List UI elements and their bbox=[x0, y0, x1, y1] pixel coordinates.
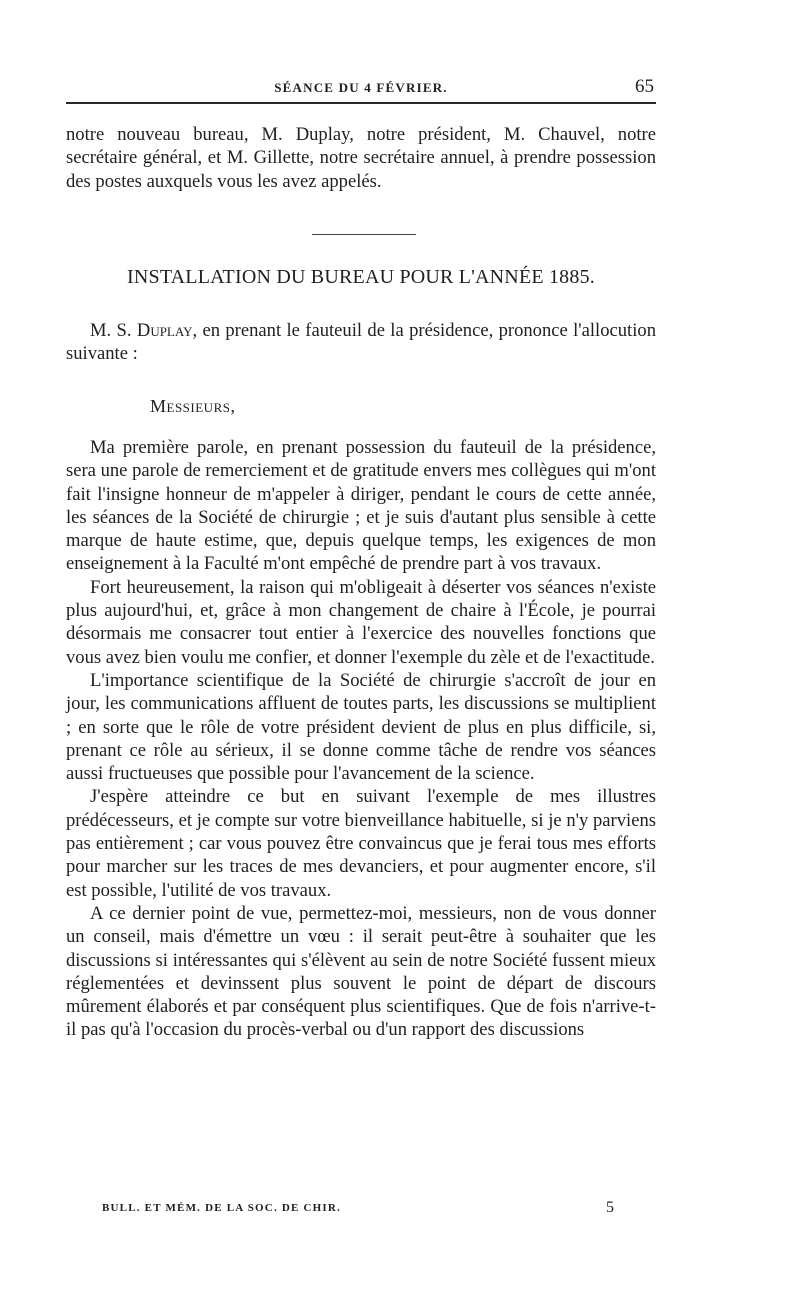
intro-paragraph bbox=[66, 123, 656, 193]
speech-paragraph: A ce dernier point de vue, permettez-moi, messieurs, non de vous donner un conseil, mais d'émettre un vœu : il serait peut-être à souhaiter que les discussions si intéressantes qui s'élèvent au sein de notre Société fussent mieux réglementées et devinssent plus souvent le point de départ de discours mûrement élaborés et par conséquent plus scientifiques. Que de fois n'arrive-t-il pas qu'à l'occasion du procès-verbal ou d'un rapport des discussions bbox=[66, 902, 656, 1041]
speech-body bbox=[66, 436, 656, 1042]
page-footer bbox=[102, 1199, 622, 1221]
speaker-name: Duplay bbox=[136, 320, 193, 341]
speaker-line bbox=[66, 319, 656, 366]
speech-paragraph: Ma première parole, en prenant possession du fauteuil de la présidence, sera une parole de remerciement et de gratitude envers mes collègues qui m'ont fait l'insigne honneur de m'appeler à diriger, pendant le cours de cette année, les séances de la Société de chirurgie ; et je suis d'autant plus sensible à cette marque de haute estime, que, depuis quelque temps, les exigences de mon enseignement à la Faculté m'ont empêché de prendre part à vos travaux. bbox=[66, 437, 656, 575]
speaker-prefix: M. S. bbox=[90, 320, 132, 341]
bulletin-reference: BULL. ET MÉM. DE LA SOC. DE CHIR. bbox=[102, 1202, 341, 1214]
section-heading: INSTALLATION DU BUREAU POUR L'ANNÉE 1885. bbox=[127, 266, 595, 288]
section-separator bbox=[312, 234, 416, 235]
signature-mark: 5 bbox=[606, 1199, 614, 1216]
speaker-paragraph bbox=[66, 319, 656, 366]
salutation: Messieurs, bbox=[150, 396, 236, 416]
header-rule bbox=[66, 102, 656, 104]
intro-text: notre nouveau bureau, M. Duplay, notre président, M. Chauvel, notre secrétaire général, et M. Gillette, notre secrétaire annuel, à prendre possession des postes auxquels vous les avez appelés. bbox=[66, 124, 656, 192]
page-number: 65 bbox=[635, 76, 654, 97]
speech-paragraph: J'espère atteindre ce but en suivant l'exemple de mes illustres prédécesseurs, et je compte sur votre bienveillance habituelle, si je n'y parviens pas entièrement ; car vous pouvez être convaincus que je ferai tous mes efforts pour marcher sur les traces de mes devanciers, et pour augmenter encore, s'il est possible, l'utilité de vos travaux. bbox=[66, 786, 656, 901]
speech-paragraph: Fort heureusement, la raison qui m'obligeait à déserter vos séances n'existe plus aujourd'hui, et, grâce à mon changement de chaire à l'École, je pourrai désormais me consacrer tout entier à l'exercice des nouvelles fonctions que vous avez bien voulu me confier, et donner l'exemple du zèle et de l'exactitude. bbox=[66, 576, 656, 668]
speaker-text: , en prenant le fauteuil de la présidence, prononce l'allocution suivante : bbox=[66, 320, 656, 365]
running-head bbox=[66, 74, 656, 100]
running-title: SÉANCE DU 4 FÉVRIER. bbox=[274, 80, 448, 95]
speech-paragraph: L'importance scientifique de la Société de chirurgie s'accroît de jour en jour, les communications affluent de toutes parts, les discussions se multiplient ; en sorte que le rôle de votre président devient de plus en plus difficile, si, prenant ce rôle au sérieux, il se donne comme tâche de rendre vos séances aussi fructueuses que possible pour l'avancement de la science. bbox=[66, 669, 656, 785]
